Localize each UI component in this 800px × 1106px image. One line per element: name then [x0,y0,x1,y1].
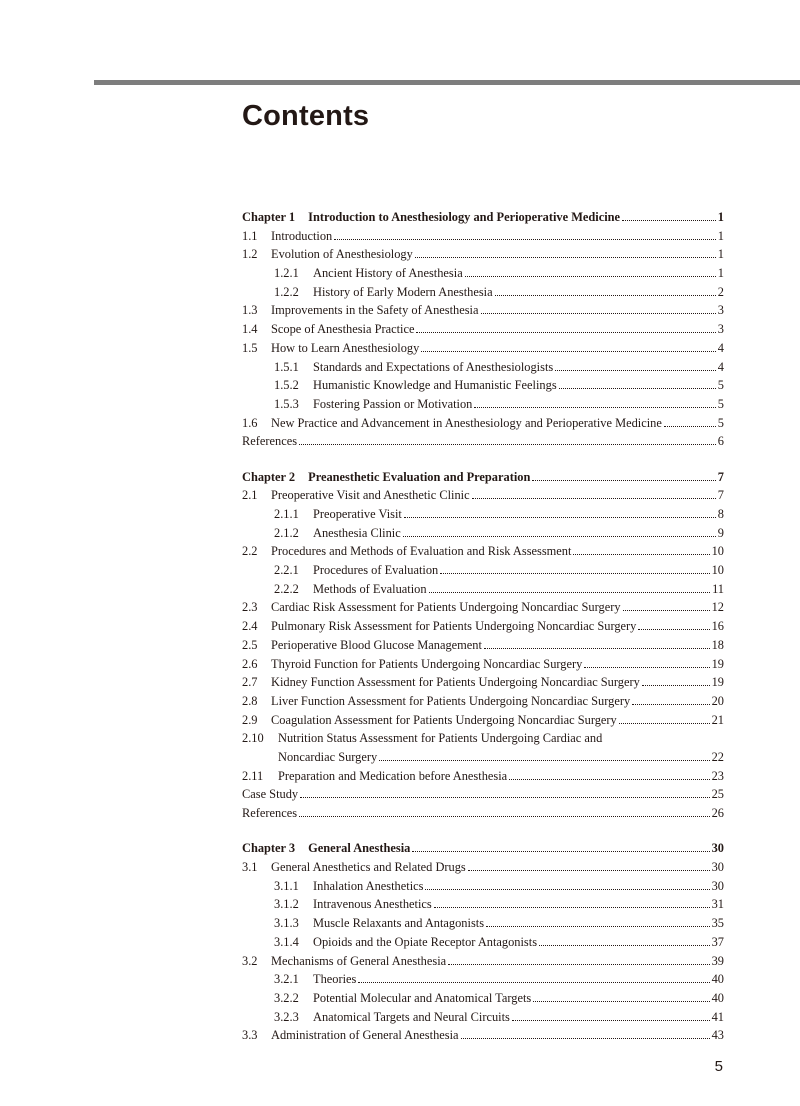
dot-leader [300,797,710,798]
entry-label: References [242,434,298,449]
entry-label: Preoperative Visit [313,507,402,521]
toc-section[interactable] [242,673,724,692]
toc-subsection[interactable] [242,989,724,1008]
dot-leader [555,370,716,371]
toc-subsection[interactable] [242,877,724,896]
entry-page: 4 [717,359,724,374]
table-of-contents [242,208,724,1045]
entry-page: 40 [711,972,724,987]
dot-leader [434,907,710,908]
toc-section[interactable] [242,486,724,505]
entry-label: General Anesthetics and Related Drugs [271,860,466,875]
entry-number: 1.4 [242,322,258,337]
entry-number: 1.5 [242,340,258,355]
entry-page: 39 [711,953,724,968]
dot-leader [512,1020,710,1021]
entry-label: Anesthesia Clinic [313,525,401,540]
toc-section[interactable] [242,636,724,655]
entry-page: 18 [711,637,724,652]
entry-page: 12 [711,600,724,615]
dot-leader [664,426,716,427]
dot-leader [638,629,709,630]
toc-subsection[interactable] [242,264,724,283]
entry-number: 3.2.2 [274,990,299,1005]
chapter-number: Chapter 1 [242,210,296,224]
entry-number: 1.2.2 [274,284,299,299]
entry-number: 1.1 [242,228,258,243]
entry-number: 1.3 [242,303,258,318]
entry-page: 3 [717,322,724,337]
page-title: Contents [242,100,370,132]
entry-page: 11 [712,581,724,596]
entry-page: 41 [711,1009,724,1024]
dot-leader [559,388,716,389]
toc-section[interactable] [242,320,724,339]
entry-number: 2.5 [242,637,258,652]
entry-label: Administration of General Anesthesia [271,1028,459,1043]
toc-section[interactable] [242,414,724,433]
dot-leader [573,554,709,555]
entry-label: Potential Molecular and Anatomical Targets [313,990,532,1005]
chapter-spacer [242,451,724,468]
dot-leader [448,964,709,965]
dot-leader [465,276,716,277]
entry-number: 2.1.2 [274,525,299,540]
chapter-page: 7 [717,469,724,484]
entry-label: Case Study [242,787,299,802]
entry-label: Intravenous Anesthetics [313,897,432,912]
entry-label: Liver Function Assessment for Patients Undergoing Noncardiac Surgery [271,693,631,708]
toc-section[interactable] [242,598,724,617]
dot-leader [532,480,715,481]
toc-subsection[interactable] [242,580,724,599]
entry-page: 9 [717,525,724,540]
toc-entry-continuation[interactable] [242,748,724,767]
toc-subsection[interactable] [242,358,724,377]
dot-leader [623,610,710,611]
entry-page: 31 [711,897,724,912]
entry-page: 5 [717,378,724,393]
entry-number: 1.6 [242,415,258,430]
entry-label: Muscle Relaxants and Antagonists [313,916,485,931]
entry-number: 3.2.1 [274,972,299,987]
entry-label: Preparation and Medication before Anesthesia [278,768,508,783]
entry-page: 19 [711,675,724,690]
entry-number: 3.3 [242,1028,258,1043]
entry-label: Perioperative Blood Glucose Management [271,637,482,652]
dot-leader [632,704,709,705]
entry-label: Coagulation Assessment for Patients Undergoing Noncardiac Surgery [271,712,617,727]
header-rule [94,80,800,85]
dot-leader [495,295,716,296]
entry-page: 30 [711,860,724,875]
entry-label: Methods of Evaluation [313,581,427,596]
entry-label: History of Early Modern Anesthesia [313,284,493,299]
toc-section[interactable] [242,542,724,561]
entry-number: 3.1.3 [274,916,299,931]
entry-page: 7 [717,488,724,503]
entry-number: 1.5.3 [274,396,299,411]
entry-label: Cardiac Risk Assessment for Patients Undergoing Noncardiac Surgery [271,600,621,615]
toc-section[interactable] [242,767,724,786]
entry-page: 8 [717,507,724,521]
entry-page: 40 [711,990,724,1005]
dot-leader [415,257,716,258]
dot-leader [440,573,709,574]
dot-leader [461,1038,710,1039]
chapter-page: 1 [717,210,724,224]
entry-page: 25 [711,787,724,802]
entry-label: Theories [313,972,357,987]
toc-section[interactable] [242,655,724,674]
toc-section[interactable] [242,858,724,877]
dot-leader [299,444,716,445]
toc-section[interactable] [242,692,724,711]
chapter-title: Introduction to Anesthesiology and Perioperative Medicine [308,210,621,224]
toc-section[interactable] [242,339,724,358]
entry-page: 10 [711,544,724,559]
dot-leader [472,498,716,499]
dot-leader [416,332,715,333]
entry-label: Opioids and the Opiate Receptor Antagonists [313,934,538,949]
entry-page: 1 [717,228,724,243]
dot-leader [474,407,715,408]
dot-leader [299,816,710,817]
dot-leader [379,760,709,761]
entry-page: 37 [711,934,724,949]
toc-entry[interactable] [242,729,724,748]
entry-label: Introduction [271,228,333,243]
entry-label: Procedures and Methods of Evaluation and Risk Assessment [271,544,572,559]
entry-number: 2.10 [242,731,264,746]
toc-backmatter[interactable] [242,432,724,451]
entry-page: 3 [717,303,724,318]
entry-label: Nutrition Status Assessment for Patients Undergoing Cardiac and [278,731,603,746]
toc-subsection[interactable] [242,376,724,395]
dot-leader [509,779,709,780]
dot-leader [412,851,709,852]
toc-section[interactable] [242,227,724,246]
dot-leader [642,685,710,686]
entry-number: 3.1 [242,860,258,875]
dot-leader [404,517,716,518]
entry-number: 3.2.3 [274,1009,299,1024]
entry-label: Inhalation Anesthetics [313,878,424,893]
dot-leader [619,723,710,724]
toc-section[interactable] [242,711,724,730]
entry-label: Improvements in the Safety of Anesthesia [271,303,479,318]
toc-subsection[interactable] [242,914,724,933]
entry-page: 1 [717,247,724,262]
entry-number: 3.2 [242,953,258,968]
toc-backmatter[interactable] [242,785,724,804]
toc-chapter-heading[interactable] [242,839,724,858]
entry-label: Evolution of Anesthesiology [271,247,413,262]
entry-number: 1.5.2 [274,378,299,393]
toc-subsection[interactable] [242,895,724,914]
entry-page: 6 [717,434,724,449]
entry-number: 2.2.1 [274,563,299,578]
toc-section[interactable] [242,617,724,636]
entry-label: Thyroid Function for Patients Undergoing Noncardiac Surgery [271,656,583,671]
entry-page: 35 [711,916,724,931]
entry-label: Anatomical Targets and Neural Circuits [313,1009,510,1024]
dot-leader [421,351,715,352]
chapter-spacer [242,823,724,840]
entry-page: 4 [717,340,724,355]
entry-label: Scope of Anesthesia Practice [271,322,415,337]
entry-label-continued: Noncardiac Surgery [278,749,378,764]
entry-page: 1 [717,266,724,281]
entry-number: 3.1.1 [274,878,299,893]
dot-leader [622,220,716,221]
entry-number: 2.1 [242,488,258,503]
entry-number: 2.6 [242,656,258,671]
toc-chapter-heading[interactable] [242,208,724,227]
entry-label: Humanistic Knowledge and Humanistic Feelings [313,378,557,393]
dot-leader [486,926,710,927]
entry-page: 5 [717,396,724,411]
dot-leader [334,239,716,240]
toc-subsection[interactable] [242,561,724,580]
entry-page: 19 [711,656,724,671]
chapter-title: Preanesthetic Evaluation and Preparation [308,469,531,484]
page-number: 5 [714,1058,723,1075]
entry-number: 2.2.2 [274,581,299,596]
entry-label: Preoperative Visit and Anesthetic Clinic [271,488,470,503]
entry-page: 30 [711,878,724,893]
entry-number: 1.2 [242,247,258,262]
toc-subsection[interactable] [242,524,724,543]
entry-number: 1.2.1 [274,266,299,281]
entry-number: 3.1.4 [274,934,299,949]
entry-page: 2 [717,284,724,299]
entry-page: 20 [711,693,724,708]
toc-backmatter[interactable] [242,804,724,823]
chapter-number: Chapter 3 [242,841,296,856]
dot-leader [484,648,710,649]
entry-label: Fostering Passion or Motivation [313,396,473,411]
chapter-title: General Anesthesia [308,841,411,856]
dot-leader [358,982,709,983]
entry-number: 1.5.1 [274,359,299,374]
toc-section[interactable] [242,245,724,264]
entry-page: 16 [711,619,724,634]
dot-leader [584,667,709,668]
toc-section[interactable] [242,301,724,320]
toc-subsection[interactable] [242,395,724,414]
entry-label: References [242,806,298,820]
toc-chapter-heading[interactable] [242,468,724,487]
entry-page: 22 [711,749,724,764]
entry-label: How to Learn Anesthesiology [271,340,420,355]
dot-leader [481,313,716,314]
entry-label: Mechanisms of General Anesthesia [271,953,447,968]
entry-label: Kidney Function Assessment for Patients Undergoing Noncardiac Surgery [271,675,640,690]
entry-number: 2.9 [242,712,258,727]
entry-number: 2.1.1 [274,507,299,521]
dot-leader [468,870,710,871]
entry-label: Procedures of Evaluation [313,563,439,578]
dot-leader [533,1001,709,1002]
chapter-number: Chapter 2 [242,469,296,484]
entry-number: 2.2 [242,544,258,559]
entry-page: 10 [711,563,724,578]
entry-number: 2.3 [242,600,258,615]
entry-number: 3.1.2 [274,897,299,912]
entry-page: 5 [717,415,724,430]
toc-subsection[interactable] [242,970,724,989]
entry-page: 21 [711,712,724,727]
toc-subsection[interactable] [242,505,724,524]
dot-leader [425,889,709,890]
toc-subsection[interactable] [242,933,724,952]
entry-number: 2.4 [242,619,258,634]
entry-label: New Practice and Advancement in Anesthesiology and Perioperative Medicine [271,415,662,430]
chapter-page: 30 [711,841,724,856]
entry-page: 26 [711,806,724,820]
dot-leader [539,945,710,946]
entry-number: 2.11 [242,768,264,783]
entry-label: Standards and Expectations of Anesthesiologists [313,359,554,374]
dot-leader [403,536,716,537]
entry-page: 43 [711,1028,724,1043]
dot-leader [429,592,711,593]
entry-label: Pulmonary Risk Assessment for Patients Undergoing Noncardiac Surgery [271,619,637,634]
entry-page: 23 [711,768,724,783]
entry-number: 2.7 [242,675,258,690]
toc-subsection[interactable] [242,1008,724,1027]
toc-section[interactable] [242,1026,724,1045]
toc-section[interactable] [242,952,724,971]
entry-number: 2.8 [242,693,258,708]
entry-label: Ancient History of Anesthesia [313,266,463,281]
toc-subsection[interactable] [242,283,724,302]
